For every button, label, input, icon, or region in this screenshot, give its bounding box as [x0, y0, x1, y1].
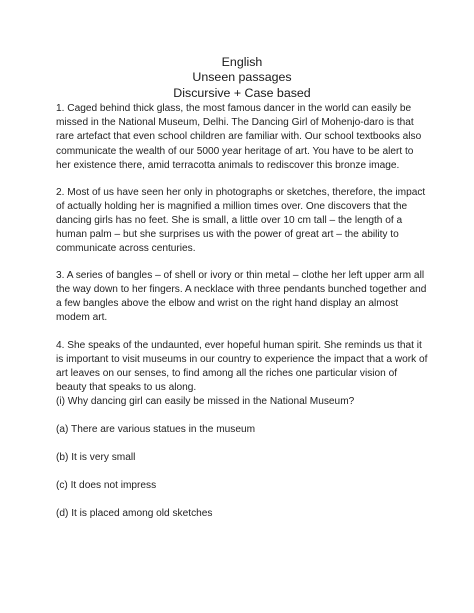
question-prompt: (i) Why dancing girl can easily be missed in the National Museum? [56, 395, 355, 407]
paragraph-1: 1. Caged behind thick glass, the most famous dancer in the world can easily be missed in the National Museum, Delhi. The Dancing Girl of Mohenjo-daro is that rare artefact that even school children are familiar with. Our school textbooks also communicate the wealth of our 5000 year heritage of art. You have to be alert to her existence there, amid terracotta animals to rediscover this bronze image. [56, 103, 422, 171]
option-b: (b) It is very small [56, 451, 136, 463]
option-a: (a) There are various statues in the museum [56, 423, 256, 435]
section-title: Unseen passages [192, 70, 292, 85]
option-c: (c) It does not impress [56, 479, 157, 491]
subject-title: English [221, 55, 263, 69]
paragraph-3: 3. A series of bangles – of shell or ivory or thin metal – clothe her left upper arm all the way down to her fingers. A necklace with three pendants bunched together and a few bangles above the elbow and wrist on the right hand display an almost modem art. [56, 270, 427, 324]
paragraph-4: 4. She speaks of the undaunted, ever hopeful human spirit. She reminds us that it is important to visit museums in our country to experience the impact that a work of art leaves on our senses, to find among all the riches one particular vision of beauty that speaks to us along. [56, 339, 428, 393]
paragraph-2: 2. Most of us have seen her only in photographs or sketches, therefore, the impact of actually holding her is magnified a million times over. One discovers that the dancing girls has no feet. She is small, a little over 10 cm tall – the length of a human palm – but she surprises us with the power of great art – the ability to communicate across centuries. [56, 186, 426, 255]
type-title: Discursive + Case based [173, 85, 311, 100]
option-d: (d) It is placed among old sketches [56, 507, 213, 519]
document-heading [56, 55, 428, 101]
